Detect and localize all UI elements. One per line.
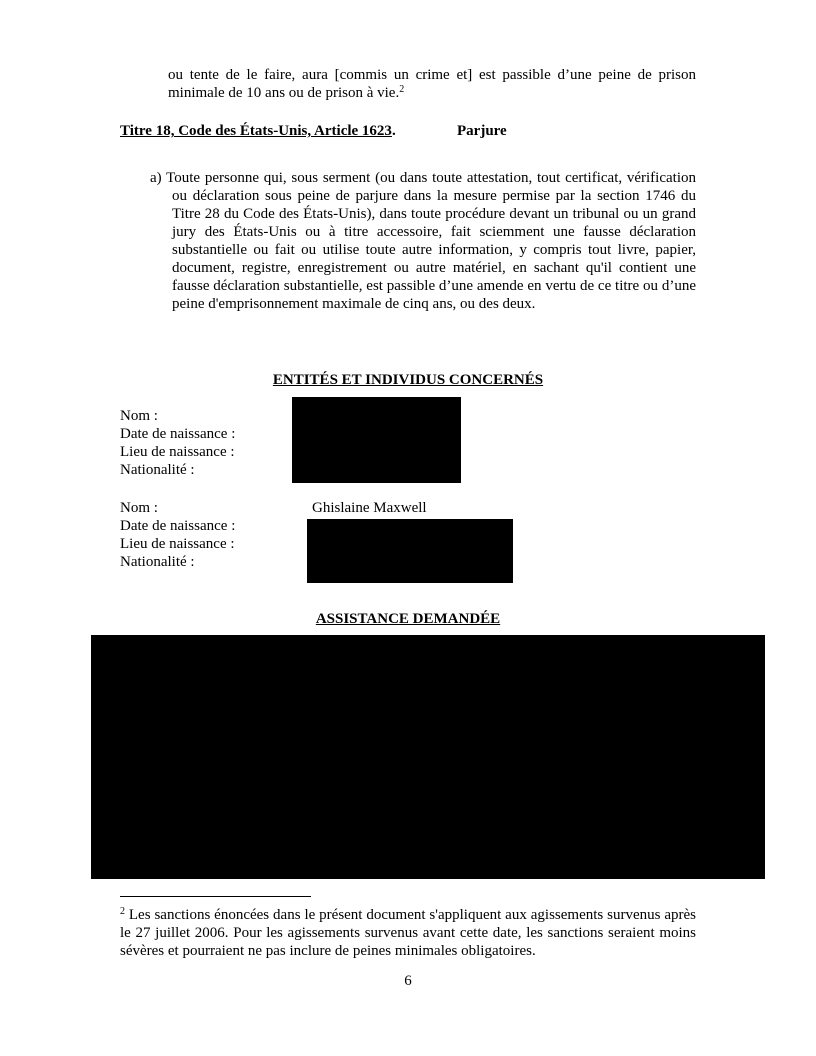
birth-place-label: Lieu de naissance : (120, 444, 235, 460)
redaction-block-assistance (91, 635, 765, 879)
birth-place-label: Lieu de naissance : (120, 536, 235, 552)
statute-title: Parjure (457, 123, 507, 139)
footnote-number: 2 (120, 906, 125, 917)
name-label: Nom : (120, 500, 158, 516)
footnote-text: Les sanctions énoncées dans le présent document s'appliquent aux agissements survenus après le 27 juillet 2006. Pour les agissements survenus avant cette date, les sanctions seraient moins sévères et pourraient ne pas inclure de peines minimales obligatoires. (120, 907, 696, 959)
footnote (120, 906, 696, 960)
statute-heading (120, 122, 507, 140)
statute-code: Titre 18, Code des États-Unis, Article 1623 (120, 123, 392, 139)
footnote-reference: 2 (399, 84, 405, 95)
nationality-label: Nationalité : (120, 554, 195, 570)
birth-date-label: Date de naissance : (120, 426, 236, 442)
paragraph-a: a) Toute personne qui, sous serment (ou dans toute attestation, tout certificat, vérification ou déclaration sous peine de parjure dans la mesure permise par la section 1746 du Titre 28 du Code des États-Unis), dans toute procédure devant un tribunal ou un grand jury des États-Unis ou à titre accessoire, fait sciemment une fausse déclaration substantielle ou fait ou utilise toute autre information, y compris tout livre, papier, document, registre, enregistrement ou autre matériel, en sachant qu'il contient une fausse déclaration substantielle, est passible d’une amende en vertu de ce titre ou d’une peine d'emprisonnement maximale de cinq ans, ou des deux. (150, 170, 696, 312)
individual-2-name-value: Ghislaine Maxwell (312, 500, 427, 516)
assistance-heading: ASSISTANCE DEMANDÉE (315, 611, 501, 627)
name-label: Nom : (120, 408, 158, 424)
entities-heading: ENTITÉS ET INDIVIDUS CONCERNÉS (272, 372, 544, 388)
statute-separator: . (391, 123, 396, 139)
continuation-text: ou tente de le faire, aura [commis un crime et] est passible d’une peine de prison minimale de 10 ans ou de prison à vie. (168, 67, 696, 101)
footnote-divider (120, 896, 311, 897)
redaction-block-individual-2 (307, 519, 513, 583)
individual-1-fields (120, 407, 235, 479)
redaction-block-individual-1 (292, 397, 461, 483)
continuation-paragraph (168, 66, 696, 102)
page-number: 6 (404, 973, 412, 989)
nationality-label: Nationalité : (120, 462, 195, 478)
individual-2-fields (120, 499, 235, 571)
birth-date-label: Date de naissance : (120, 518, 236, 534)
